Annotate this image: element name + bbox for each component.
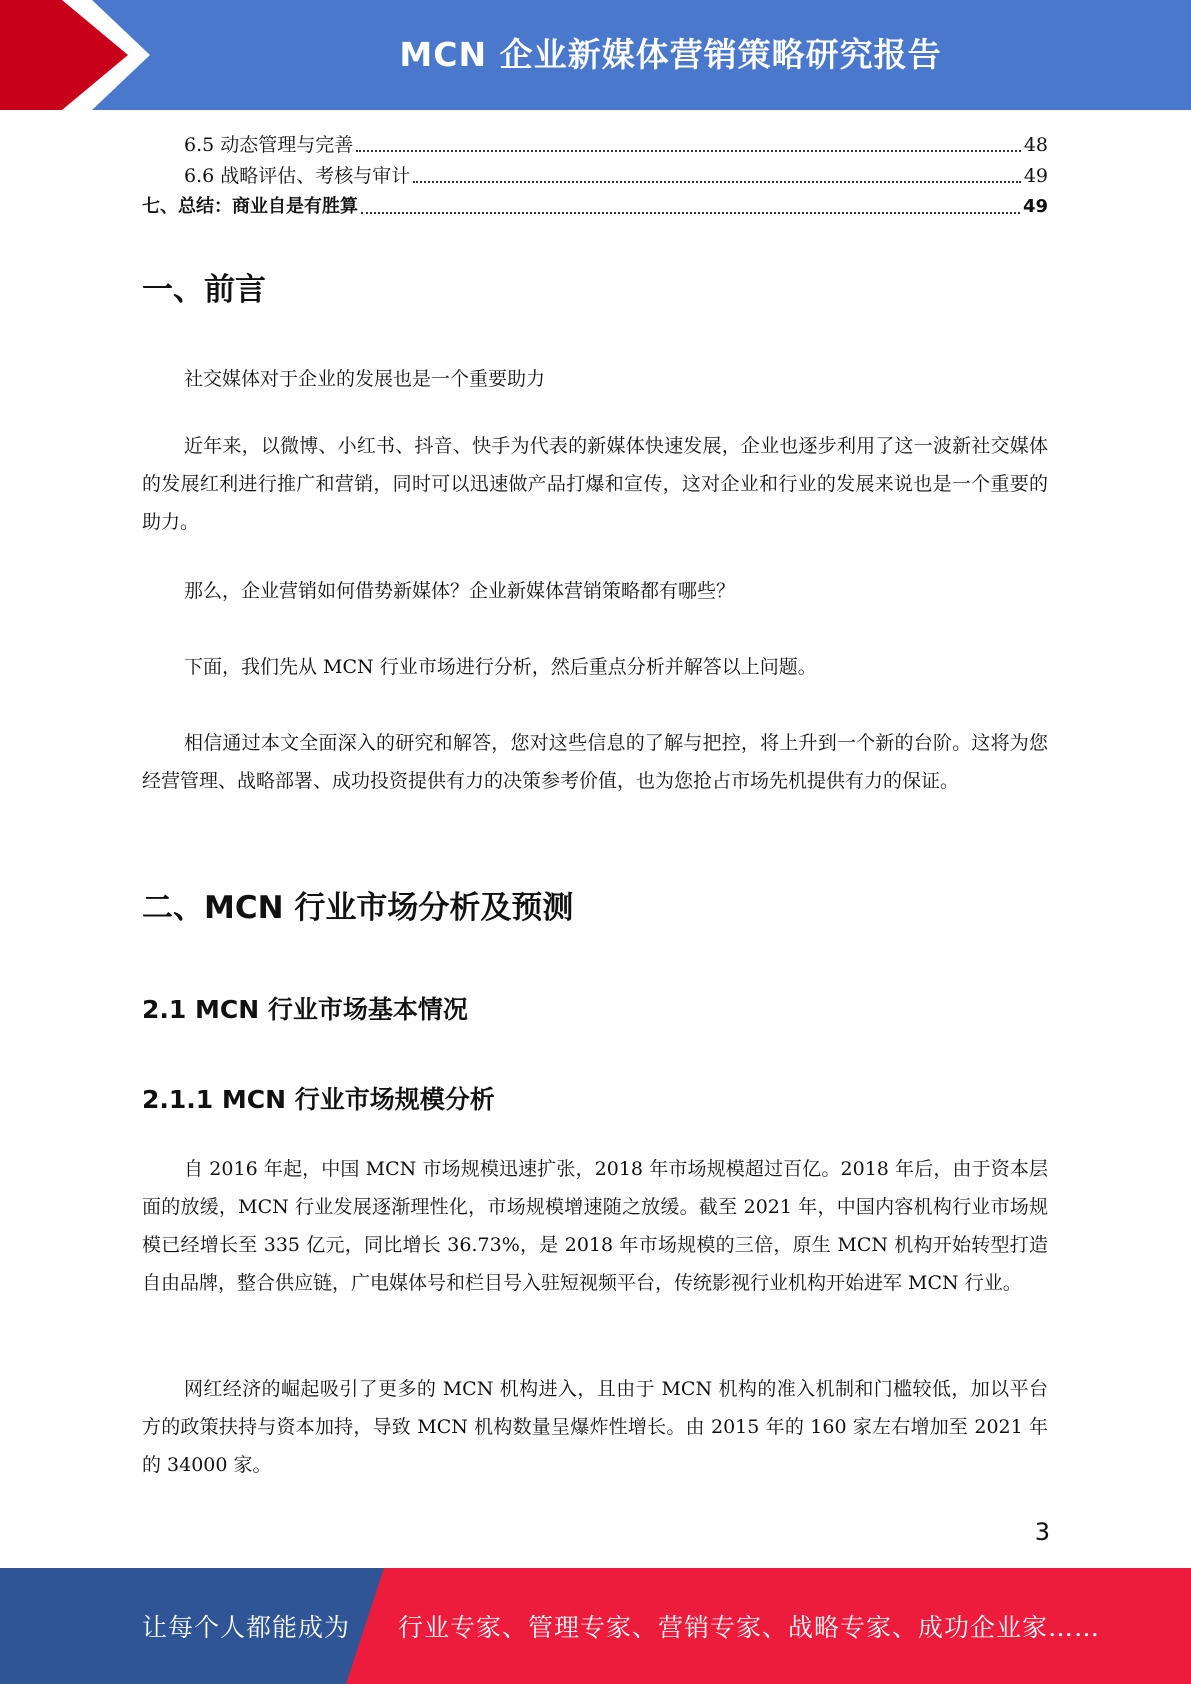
subsection-heading-basics: 2.1 MCN 行业市场基本情况 xyxy=(142,995,468,1024)
toc-entry[interactable] xyxy=(142,159,1048,189)
paragraph: 社交媒体对于企业的发展也是一个重要助力 xyxy=(184,368,546,390)
paragraph: 相信通过本文全面深入的研究和解答，您对这些信息的了解与把控，将上升到一个新的台阶。这将为您经营管理、战略部署、成功投资提供有力的决策参考价值，也为您抢占市场先机提供有力的保证。 xyxy=(142,732,1048,792)
paragraph: 网红经济的崛起吸引了更多的 MCN 机构进入，且由于 MCN 机构的准入机制和门槛较低，加以平台方的政策扶持与资本加持，导致 MCN 机构数量呈爆炸性增长。由 2015 年的 160 家左右增加至 2021 年的 34000 家。 xyxy=(142,1378,1048,1476)
page-number: 3 xyxy=(1034,1518,1050,1546)
toc-entry[interactable] xyxy=(142,190,1048,220)
report-title: MCN 企业新媒体营销策略研究报告 xyxy=(399,34,942,74)
footer-slogan-right: 行业专家、管理专家、营销专家、战略专家、成功企业家…… xyxy=(398,1613,1101,1642)
paragraph: 那么，企业营销如何借势新媒体？企业新媒体营销策略都有哪些？ xyxy=(184,580,736,602)
toc-entry-label: 6.6 战略评估、考核与审计 xyxy=(184,165,411,187)
toc-entry-label: 七、总结：商业自是有胜算 xyxy=(142,196,358,217)
toc-leader-dots xyxy=(356,150,1021,152)
toc-entry-page: 49 xyxy=(1022,196,1048,217)
header-arrow-decoration xyxy=(0,0,160,110)
paragraph: 下面，我们先从 MCN 行业市场进行分析，然后重点分析并解答以上问题。 xyxy=(184,656,817,678)
toc-entry-page: 49 xyxy=(1023,165,1048,187)
paragraph: 近年来，以微博、小红书、抖音、快手为代表的新媒体快速发展，企业也逐步利用了这一波新社交媒体的发展红利进行推广和营销，同时可以迅速做产品打爆和宣传，这对企业和行业的发展来说也是一个重要的助力。 xyxy=(142,435,1048,533)
footer-slogan-left: 让每个人都能成为 xyxy=(142,1613,351,1642)
toc-leader-dots xyxy=(361,212,1020,214)
section-heading-preface: 一、前言 xyxy=(142,272,266,308)
toc-entry-label: 6.5 动态管理与完善 xyxy=(184,134,354,156)
page-footer xyxy=(0,1568,1191,1684)
toc-leader-dots xyxy=(413,181,1021,183)
paragraph: 自 2016 年起，中国 MCN 市场规模迅速扩张，2018 年市场规模超过百亿。2018 年后，由于资本层面的放缓，MCN 行业发展逐渐理性化，市场规模增速随之放缓。截至 2021 年，中国内容机构行业市场规模已经增长至 335 亿元，同比增长 36.73%，是 2018 年市场规模的三倍，原生 MCN 机构开始转型打造自由品牌，整合供应链，广电媒体号和栏目号入驻短视频平台，传统影视行业机构开始进军 MCN 行业。 xyxy=(142,1158,1048,1294)
toc-entry-page: 48 xyxy=(1023,134,1048,156)
toc-entry[interactable] xyxy=(142,128,1048,158)
subsection-heading-market-size: 2.1.1 MCN 行业市场规模分析 xyxy=(142,1085,495,1114)
section-heading-market-analysis: 二、MCN 行业市场分析及预测 xyxy=(142,890,574,926)
page-header xyxy=(0,0,1191,110)
